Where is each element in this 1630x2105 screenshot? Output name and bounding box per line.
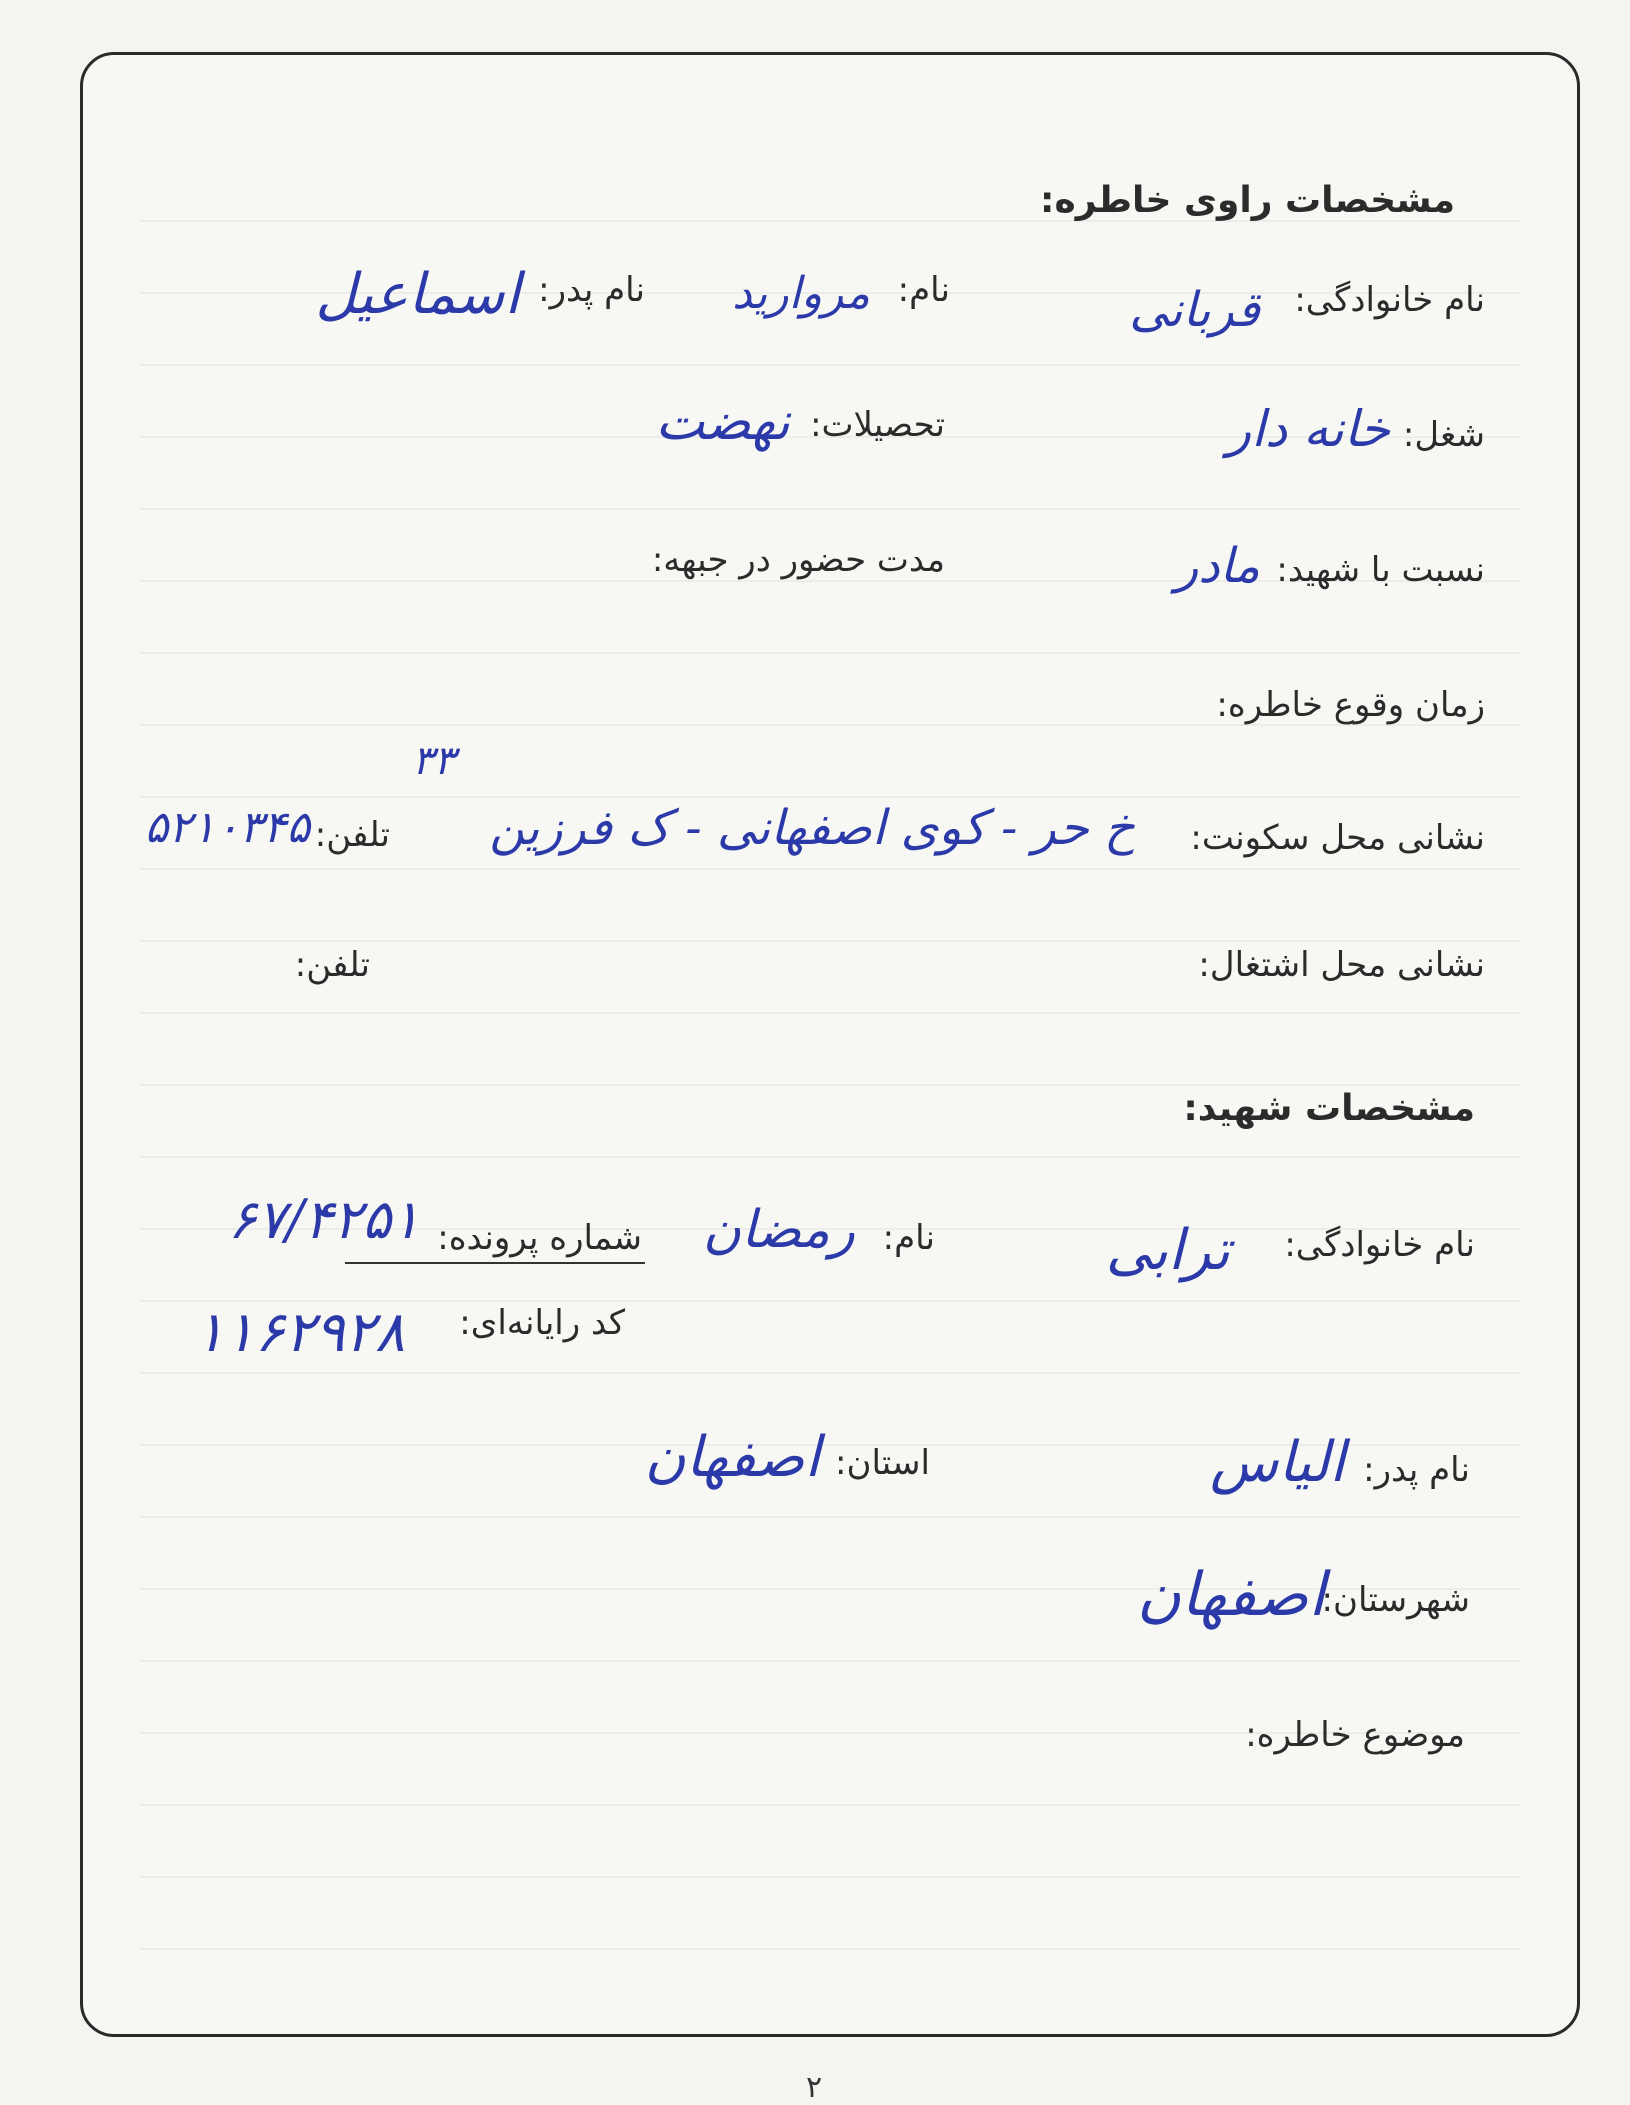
narrator-relation-value: مادر	[1175, 538, 1260, 594]
martyr-city-label: شهرستان:	[1321, 1580, 1470, 1620]
page-number: ۲	[806, 2070, 823, 2105]
narrator-heading: مشخصات راوی خاطره:	[1040, 180, 1455, 221]
narrator-front-duration-label: مدت حضور در جبهه:	[651, 540, 945, 580]
file-number-underline	[345, 1262, 645, 1264]
martyr-heading: مشخصات شهید:	[1183, 1088, 1475, 1129]
narrator-father-label: نام پدر:	[538, 270, 645, 310]
narrator-education-value: نهضت	[655, 392, 790, 452]
martyr-family-label: نام خانوادگی:	[1284, 1225, 1475, 1265]
martyr-file-number-value: ۶۷/۴۲۵۱	[227, 1188, 420, 1251]
narrator-memory-time-label: زمان وقوع خاطره:	[1216, 685, 1485, 725]
narrator-education-label: تحصیلات:	[810, 405, 945, 445]
martyr-family-value: ترابی	[1105, 1218, 1230, 1283]
narrator-work-phone-label: تلفن:	[294, 945, 370, 985]
martyr-father-value: الیاس	[1210, 1430, 1345, 1495]
martyr-name-label: نام:	[882, 1218, 935, 1258]
martyr-father-label: نام پدر:	[1363, 1450, 1470, 1490]
martyr-name-value: رمضان	[702, 1200, 855, 1260]
narrator-name-label: نام:	[897, 270, 950, 310]
narrator-job-label: شغل:	[1402, 415, 1485, 455]
narrator-phone-label: تلفن:	[314, 815, 390, 855]
narrator-work-address-label: نشانی محل اشتغال:	[1198, 945, 1485, 985]
narrator-family-value: قربانی	[1129, 282, 1260, 338]
martyr-computer-code-value: ۱۱۶۲۹۲۸	[194, 1300, 405, 1365]
martyr-city-value: اصفهان	[1137, 1560, 1325, 1630]
narrator-name-value: مروارید	[732, 268, 870, 319]
narrator-family-label: نام خانوادگی:	[1294, 280, 1485, 320]
narrator-address-number: ۳۳	[412, 738, 455, 784]
martyr-province-value: اصفهان	[644, 1425, 820, 1490]
narrator-phone-value: ۵۲۱۰۳۴۵	[144, 802, 310, 853]
martyr-province-label: استان:	[835, 1443, 930, 1483]
narrator-address-value: خ حر - کوی اصفهانی - ک فرزین	[489, 800, 1135, 856]
martyr-file-number-label: شماره پرونده:	[437, 1218, 642, 1258]
narrator-job-value: خانه دار	[1226, 400, 1390, 458]
martyr-topic-label: موضوع خاطره:	[1245, 1715, 1465, 1755]
narrator-relation-label: نسبت با شهید:	[1276, 550, 1485, 590]
narrator-address-label: نشانی محل سکونت:	[1190, 818, 1485, 858]
martyr-computer-code-label: کد رایانه‌ای:	[459, 1303, 625, 1343]
narrator-father-value: اسماعیل	[315, 262, 520, 327]
